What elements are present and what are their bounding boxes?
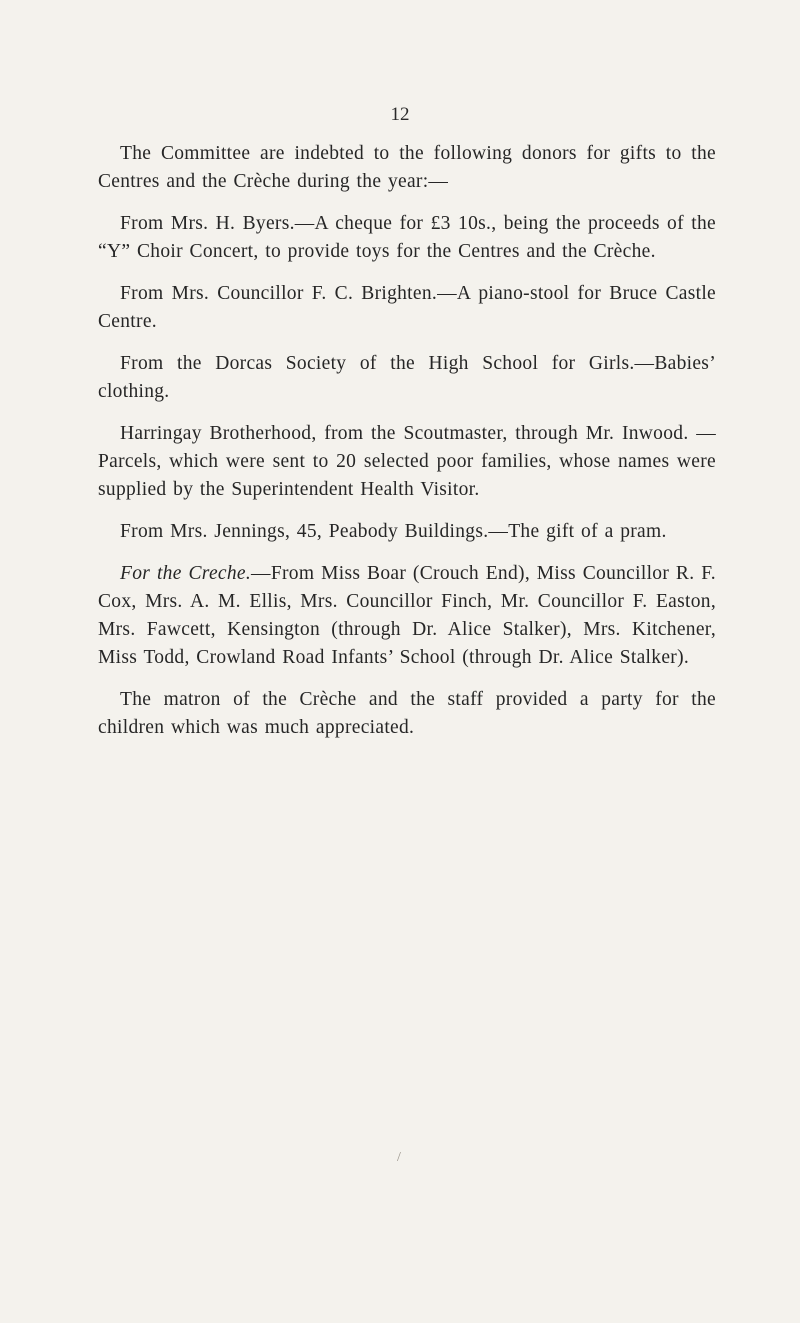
paragraph-matron: The matron of the Crèche and the staff provided a party for the children which was much appreciated. [98,689,716,738]
paragraph-jennings: From Mrs. Jennings, 45, Peabody Buildings.—The gift of a pram. [120,521,667,542]
paragraph-creche [98,560,716,672]
page-body [98,140,716,756]
paragraph-harringay: Harringay Brotherhood, from the Scoutmaster, through Mr. Inwood. —Parcels, which were sent to 20 selected poor families, whose names were supplied by the Superintendent Health Visitor. [98,423,716,500]
paragraph-byers: From Mrs. H. Byers.—A cheque for £3 10s., being the proceeds of the “Y” Choir Concert, to provide toys for the Centres and the Crèche. [98,213,716,262]
stray-slash-mark: / [397,1150,401,1165]
page-number: 12 [390,104,410,125]
paragraph-intro: The Committee are indebted to the following donors for gifts to the Centres and the Crèche during the year:— [98,143,716,192]
paragraph-dorcas: From the Dorcas Society of the High School for Girls.—Babies’ clothing. [98,353,716,402]
creche-donors: —From Miss Boar (Crouch End), Miss Councillor R. F. Cox, Mrs. A. M. Ellis, Mrs. Councillor Finch, Mr. Councillor F. Easton, Mrs. Fawcett, Kensington (through Dr. Alice Stalker), Mrs. Kitchener, Miss Todd, Crowland Road Infants’ School (through Dr. Alice Stalker). [98,563,716,668]
creche-heading: For the Creche. [120,563,252,584]
paragraph-brighten: From Mrs. Councillor F. C. Brighten.—A piano-stool for Bruce Castle Centre. [98,283,716,332]
